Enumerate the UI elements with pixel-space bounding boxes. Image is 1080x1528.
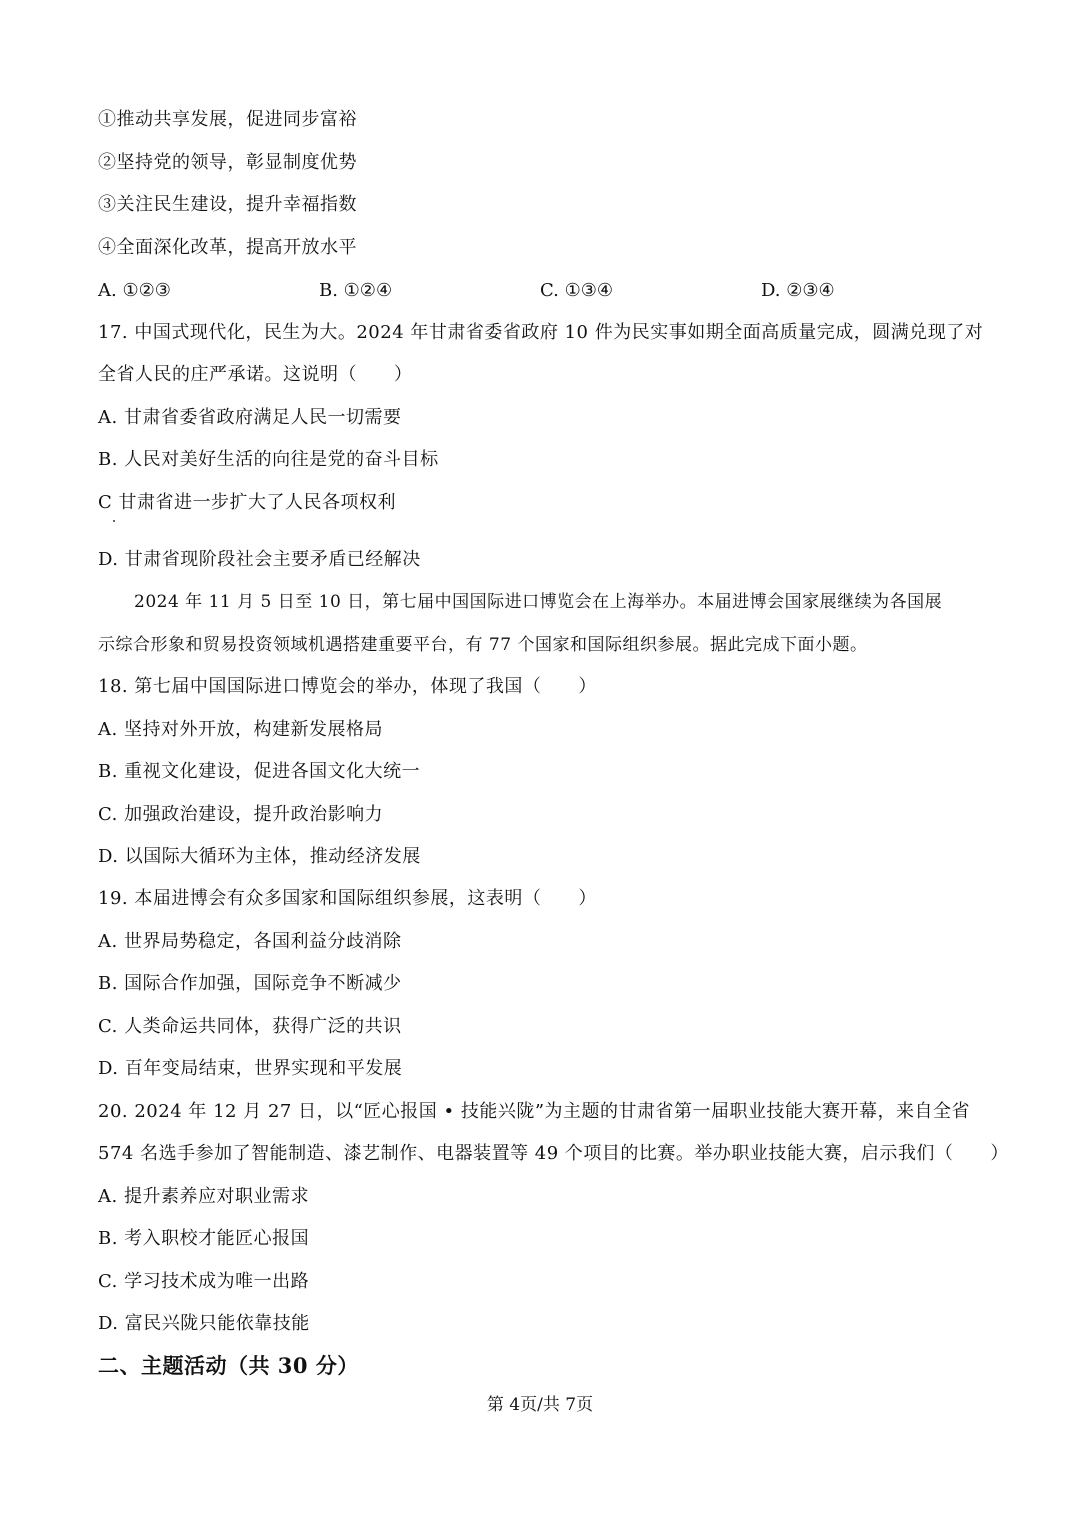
statement-2: ②坚持党的领导，彰显制度优势 (98, 152, 357, 173)
q19-option-a: A. 世界局势稳定，各国利益分歧消除 (98, 931, 402, 952)
page-footer: 第 4页/共 7页 (486, 1395, 594, 1415)
statement-4: ④全面深化改革，提高开放水平 (98, 237, 357, 258)
statement-1: ①推动共享发展，促进同步富裕 (98, 109, 357, 130)
q19-option-d: D. 百年变局结束，世界实现和平发展 (98, 1058, 403, 1079)
q18-option-b: B. 重视文化建设，促进各国文化大统一 (98, 761, 421, 782)
stray-dot (113, 520, 115, 522)
q18-stem: 18. 第七届中国国际进口博览会的举办，体现了我国（ ） (98, 676, 597, 697)
q16-option-b: B. ①②④ (319, 280, 393, 301)
q20-stem-line2: 574 名选手参加了智能制造、漆艺制作、电器装置等 49 个项目的比赛。举办职业技能大赛，启示我们（ ） (98, 1143, 1009, 1164)
q17-stem-line2: 全省人民的庄严承诺。这说明（ ） (98, 364, 413, 385)
q19-option-c: C. 人类命运共同体，获得广泛的共识 (98, 1016, 402, 1037)
section-title: 二、主题活动（共 30 分） (98, 1353, 359, 1378)
q16-option-a: A. ①②③ (98, 280, 171, 301)
q17-option-d: D. 甘肃省现阶段社会主要矛盾已经解决 (98, 549, 421, 570)
passage-line2: 示综合形象和贸易投资领域机遇搭建重要平台，有 77 个国家和国际组织参展。据此完成下面小题。 (98, 635, 868, 655)
q20-option-c: C. 学习技术成为唯一出路 (98, 1271, 310, 1292)
q20-option-d: D. 富民兴陇只能依靠技能 (98, 1313, 310, 1334)
q17-option-c: C 甘肃省进一步扩大了人民各项权利 (98, 492, 396, 513)
q20-option-a: A. 提升素养应对职业需求 (98, 1186, 309, 1207)
q18-option-c: C. 加强政治建设，提升政治影响力 (98, 804, 384, 825)
q17-option-a: A. 甘肃省委省政府满足人民一切需要 (98, 407, 402, 428)
q19-stem: 19. 本届进博会有众多国家和国际组织参展，这表明（ ） (98, 888, 597, 909)
q16-options (98, 279, 978, 303)
q18-option-a: A. 坚持对外开放，构建新发展格局 (98, 719, 383, 740)
statement-3: ③关注民生建设，提升幸福指数 (98, 194, 357, 215)
q16-option-c: C. ①③④ (540, 280, 613, 301)
q17-stem-line1: 17. 中国式现代化，民生为大。2024 年甘肃省委省政府 10 件为民实事如期全面高质量完成，圆满兑现了对 (98, 322, 984, 343)
q18-option-d: D. 以国际大循环为主体，推动经济发展 (98, 846, 421, 867)
q20-option-b: B. 考入职校才能匠心报国 (98, 1228, 310, 1249)
q16-option-d: D. ②③④ (761, 280, 835, 301)
q17-option-b: B. 人民对美好生活的向往是党的奋斗目标 (98, 449, 439, 470)
passage-line1: 2024 年 11 月 5 日至 10 日，第七届中国国际进口博览会在上海举办。本届进博会国家展继续为各国展 (134, 592, 943, 612)
q19-option-b: B. 国际合作加强，国际竞争不断减少 (98, 973, 402, 994)
q20-stem-line1: 20. 2024 年 12 月 27 日，以“匠心报国 • 技能兴陇”为主题的甘肃省第一届职业技能大赛开幕，来自全省 (98, 1101, 971, 1122)
